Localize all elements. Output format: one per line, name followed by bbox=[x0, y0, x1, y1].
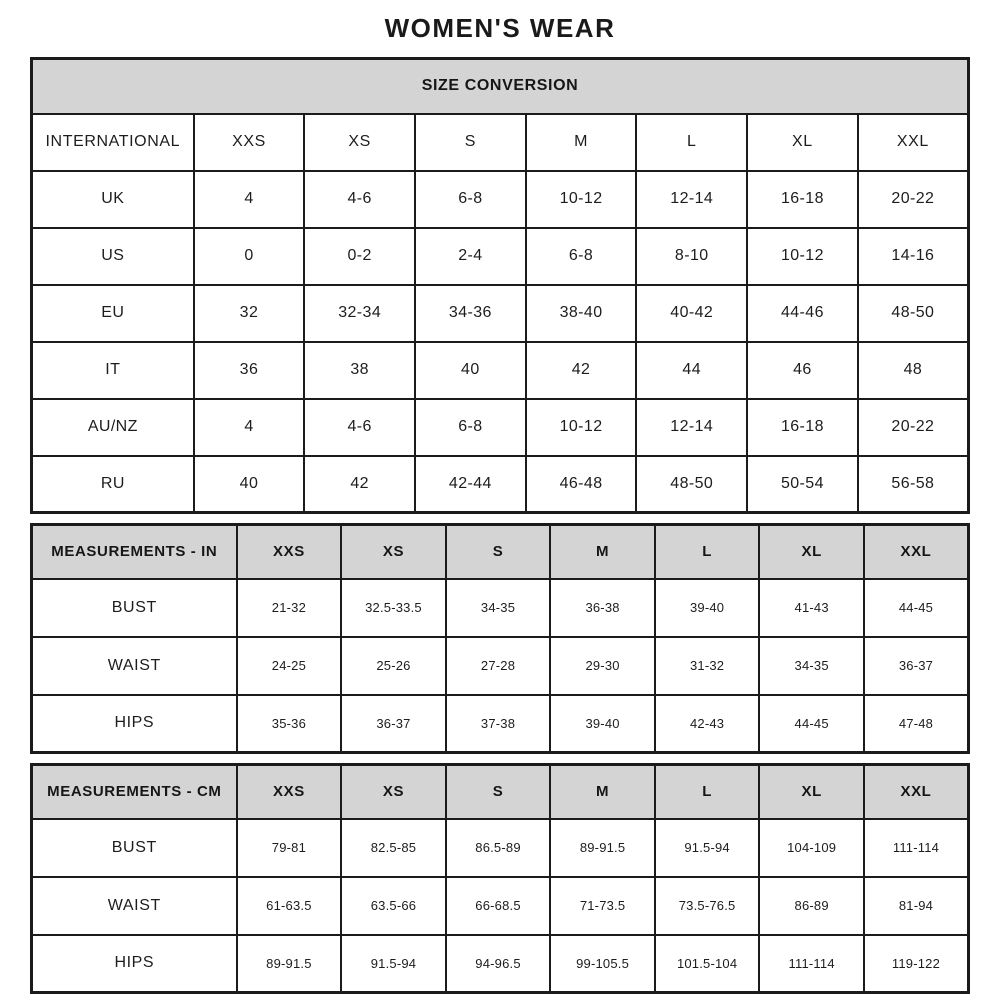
value-cell: 10-12 bbox=[526, 399, 637, 456]
value-cell: 82.5-85 bbox=[341, 819, 446, 877]
table-title: MEASUREMENTS - CM bbox=[32, 765, 237, 819]
measurements-cm-body bbox=[32, 765, 969, 993]
table-title-row bbox=[32, 59, 969, 114]
value-cell: 39-40 bbox=[550, 695, 655, 753]
value-cell: 99-105.5 bbox=[550, 935, 655, 993]
value-cell: 79-81 bbox=[237, 819, 342, 877]
value-cell: 24-25 bbox=[237, 637, 342, 695]
value-cell: 42 bbox=[304, 456, 415, 513]
table-row bbox=[32, 285, 969, 342]
value-cell: 21-32 bbox=[237, 579, 342, 637]
value-cell: 6-8 bbox=[526, 228, 637, 285]
value-cell: 39-40 bbox=[655, 579, 760, 637]
value-cell: 119-122 bbox=[864, 935, 969, 993]
value-cell: 2-4 bbox=[415, 228, 526, 285]
value-cell: 111-114 bbox=[864, 819, 969, 877]
value-cell: 41-43 bbox=[759, 579, 864, 637]
value-cell: 34-36 bbox=[415, 285, 526, 342]
size-header: M bbox=[550, 765, 655, 819]
value-cell: 38 bbox=[304, 342, 415, 399]
value-cell: 32.5-33.5 bbox=[341, 579, 446, 637]
value-cell: 38-40 bbox=[526, 285, 637, 342]
value-cell: 35-36 bbox=[237, 695, 342, 753]
value-cell: 44-45 bbox=[759, 695, 864, 753]
value-cell: 10-12 bbox=[747, 228, 858, 285]
value-cell: 34-35 bbox=[759, 637, 864, 695]
table-row bbox=[32, 819, 969, 877]
value-cell: 34-35 bbox=[446, 579, 551, 637]
value-cell: 36-38 bbox=[550, 579, 655, 637]
row-label: WAIST bbox=[32, 637, 237, 695]
value-cell: 104-109 bbox=[759, 819, 864, 877]
value-cell: 42-44 bbox=[415, 456, 526, 513]
value-cell: 46 bbox=[747, 342, 858, 399]
value-cell: 48 bbox=[858, 342, 969, 399]
size-header: XS bbox=[341, 525, 446, 579]
value-cell: 50-54 bbox=[747, 456, 858, 513]
size-header: M bbox=[526, 114, 637, 171]
page-title: WOMEN'S WEAR bbox=[384, 13, 616, 43]
table-title: MEASUREMENTS - IN bbox=[32, 525, 237, 579]
measurements-cm-table bbox=[30, 763, 970, 994]
value-cell: 36 bbox=[194, 342, 305, 399]
size-header: XXL bbox=[858, 114, 969, 171]
size-header: XXL bbox=[864, 765, 969, 819]
value-cell: 91.5-94 bbox=[655, 819, 760, 877]
size-header: XL bbox=[759, 765, 864, 819]
value-cell: 10-12 bbox=[526, 171, 637, 228]
value-cell: 12-14 bbox=[636, 399, 747, 456]
row-label: HIPS bbox=[32, 935, 237, 993]
table-row bbox=[32, 695, 969, 753]
value-cell: 0 bbox=[194, 228, 305, 285]
size-header: XS bbox=[341, 765, 446, 819]
table-row bbox=[32, 579, 969, 637]
value-cell: 91.5-94 bbox=[341, 935, 446, 993]
value-cell: 32-34 bbox=[304, 285, 415, 342]
value-cell: 73.5-76.5 bbox=[655, 877, 760, 935]
value-cell: 61-63.5 bbox=[237, 877, 342, 935]
table-header-row bbox=[32, 114, 969, 171]
value-cell: 4 bbox=[194, 399, 305, 456]
size-header: M bbox=[550, 525, 655, 579]
value-cell: 86.5-89 bbox=[446, 819, 551, 877]
value-cell: 4 bbox=[194, 171, 305, 228]
value-cell: 111-114 bbox=[759, 935, 864, 993]
value-cell: 71-73.5 bbox=[550, 877, 655, 935]
row-label: BUST bbox=[32, 579, 237, 637]
row-label: AU/NZ bbox=[32, 399, 194, 456]
value-cell: 89-91.5 bbox=[237, 935, 342, 993]
size-header: S bbox=[446, 765, 551, 819]
table-row bbox=[32, 637, 969, 695]
row-label: EU bbox=[32, 285, 194, 342]
value-cell: 36-37 bbox=[864, 637, 969, 695]
value-cell: 101.5-104 bbox=[655, 935, 760, 993]
value-cell: 8-10 bbox=[636, 228, 747, 285]
table-row bbox=[32, 171, 969, 228]
value-cell: 20-22 bbox=[858, 399, 969, 456]
size-header: XXS bbox=[237, 765, 342, 819]
size-header: XL bbox=[747, 114, 858, 171]
value-cell: 6-8 bbox=[415, 171, 526, 228]
value-cell: 44-46 bbox=[747, 285, 858, 342]
value-cell: 4-6 bbox=[304, 171, 415, 228]
row-label: RU bbox=[32, 456, 194, 513]
size-header: XL bbox=[759, 525, 864, 579]
value-cell: 25-26 bbox=[341, 637, 446, 695]
row-label: WAIST bbox=[32, 877, 237, 935]
value-cell: 16-18 bbox=[747, 171, 858, 228]
value-cell: 40 bbox=[415, 342, 526, 399]
value-cell: 20-22 bbox=[858, 171, 969, 228]
value-cell: 12-14 bbox=[636, 171, 747, 228]
value-cell: 56-58 bbox=[858, 456, 969, 513]
value-cell: 0-2 bbox=[304, 228, 415, 285]
table-header-row bbox=[32, 525, 969, 579]
size-header: XXL bbox=[864, 525, 969, 579]
value-cell: 81-94 bbox=[864, 877, 969, 935]
value-cell: 94-96.5 bbox=[446, 935, 551, 993]
table-row bbox=[32, 935, 969, 993]
value-cell: 48-50 bbox=[636, 456, 747, 513]
size-header: XXS bbox=[194, 114, 305, 171]
row-label: HIPS bbox=[32, 695, 237, 753]
measurements-in-table bbox=[30, 523, 970, 754]
value-cell: 27-28 bbox=[446, 637, 551, 695]
size-header: L bbox=[655, 765, 760, 819]
size-header: S bbox=[415, 114, 526, 171]
table-row bbox=[32, 456, 969, 513]
value-cell: 29-30 bbox=[550, 637, 655, 695]
measurements-in-body bbox=[32, 525, 969, 753]
value-cell: 36-37 bbox=[341, 695, 446, 753]
row-label: US bbox=[32, 228, 194, 285]
size-conversion-table bbox=[30, 57, 970, 514]
row-label: IT bbox=[32, 342, 194, 399]
value-cell: 89-91.5 bbox=[550, 819, 655, 877]
value-cell: 46-48 bbox=[526, 456, 637, 513]
value-cell: 40 bbox=[194, 456, 305, 513]
size-header: XS bbox=[304, 114, 415, 171]
value-cell: 6-8 bbox=[415, 399, 526, 456]
table-row bbox=[32, 877, 969, 935]
table-row bbox=[32, 399, 969, 456]
value-cell: 32 bbox=[194, 285, 305, 342]
value-cell: 14-16 bbox=[858, 228, 969, 285]
value-cell: 40-42 bbox=[636, 285, 747, 342]
value-cell: 48-50 bbox=[858, 285, 969, 342]
value-cell: 31-32 bbox=[655, 637, 760, 695]
row-label: BUST bbox=[32, 819, 237, 877]
value-cell: 42-43 bbox=[655, 695, 760, 753]
value-cell: 66-68.5 bbox=[446, 877, 551, 935]
table-title: SIZE CONVERSION bbox=[32, 59, 969, 114]
size-header: S bbox=[446, 525, 551, 579]
value-cell: 47-48 bbox=[864, 695, 969, 753]
table-row bbox=[32, 342, 969, 399]
value-cell: 86-89 bbox=[759, 877, 864, 935]
value-cell: 4-6 bbox=[304, 399, 415, 456]
value-cell: 44-45 bbox=[864, 579, 969, 637]
value-cell: 42 bbox=[526, 342, 637, 399]
value-cell: 63.5-66 bbox=[341, 877, 446, 935]
row-label: UK bbox=[32, 171, 194, 228]
value-cell: 16-18 bbox=[747, 399, 858, 456]
region-column-header: INTERNATIONAL bbox=[32, 114, 194, 171]
size-header: L bbox=[655, 525, 760, 579]
size-header: L bbox=[636, 114, 747, 171]
value-cell: 44 bbox=[636, 342, 747, 399]
size-conversion-body bbox=[32, 59, 969, 513]
table-row bbox=[32, 228, 969, 285]
value-cell: 37-38 bbox=[446, 695, 551, 753]
table-header-row bbox=[32, 765, 969, 819]
size-header: XXS bbox=[237, 525, 342, 579]
